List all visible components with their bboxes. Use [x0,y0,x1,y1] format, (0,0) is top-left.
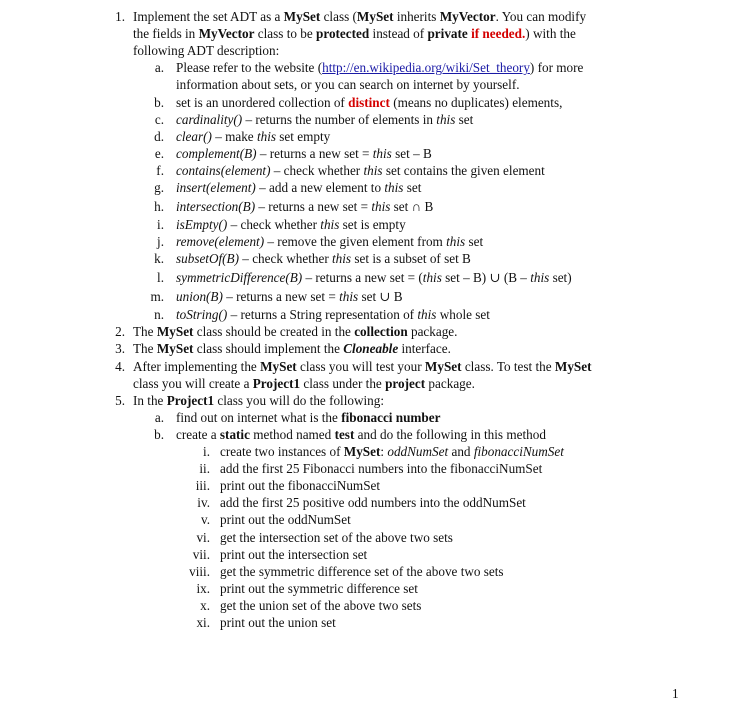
text-run: this [256,128,276,144]
list-marker: b. [154,94,164,110]
list-marker: viii. [189,563,210,579]
list-marker: j. [157,234,164,250]
document-line [220,461,542,477]
text-run: this [422,270,442,285]
text-run: toString() [176,307,228,323]
list-marker: i. [203,444,210,459]
list-marker: d. [154,128,164,144]
text-run: – returns a String representation of [227,307,418,323]
text-run: and do the following in this method [354,426,546,442]
text-run: set [465,234,484,250]
text-run: MyVector [198,26,255,42]
text-run: if needed. [471,26,526,42]
list-marker: g. [154,180,164,195]
document-line [176,234,483,250]
text-run: set is an unordered collection of [176,94,349,110]
document-line [176,95,562,111]
text-run: set – B [391,145,432,161]
text-run: private [427,26,468,42]
text-run: information about sets, or you can search on internet by yourself. [176,77,520,93]
text-run: get the intersection set of the above two sets [220,529,453,545]
document-line [176,163,545,179]
text-run: get the union set of the above two sets [220,597,422,613]
document-line [176,146,432,162]
text-run: distinct [348,94,390,110]
text-run: – returns a new set = [255,198,372,214]
list-marker: n. [154,307,164,323]
text-run: set) [549,270,572,285]
text-run: print out the symmetric difference set [220,580,418,596]
document-line [176,180,421,196]
document-line [133,376,475,392]
text-run: class to be [254,26,316,42]
list-marker: 3. [115,341,125,357]
text-run: set ∩ B [390,198,434,214]
text-run: – returns a new set = [256,145,373,161]
list-marker: iii. [195,478,210,494]
text-run: intersection(B) [176,198,256,214]
list-marker: f. [156,162,164,178]
text-run: the fields in [133,26,199,42]
text-run: insert(element) [176,180,256,195]
list-marker: v. [200,512,210,528]
text-run: find out on internet what is the [176,409,342,425]
text-run: this [363,162,383,178]
document-line [220,615,336,631]
text-run: fibonacci number [341,409,441,425]
document-line [176,289,403,305]
list-marker: 1. [115,9,125,24]
text-run: The [133,324,157,340]
document-line [220,512,351,528]
text-run: ) for more [529,60,584,76]
page-number: 1 [672,686,679,701]
text-run: set [455,111,474,127]
document-line [176,410,440,426]
document-line [220,598,421,614]
text-run: add the first 25 Fibonacci numbers into the fibonacciNumSet [220,461,543,477]
text-run: MySet [156,341,194,357]
text-run: add the first 25 positive odd numbers into the oddNumSet [220,495,526,511]
document-line [133,9,586,25]
text-run: Please refer to the website ( [176,60,323,76]
text-run: MySet [343,444,381,459]
text-run: get the symmetric difference set of the above two sets [220,563,504,579]
list-marker: c. [154,111,164,127]
text-run: this [436,111,456,127]
text-run: union(B) [176,288,223,304]
list-marker: 2. [115,324,125,340]
text-run: MySet [283,9,321,24]
text-run: fibonacciNumSet [473,444,564,459]
text-run: print out the union set [220,615,336,630]
text-run: Project1 [252,375,301,391]
text-run: set [403,180,422,195]
text-run: – check whether [239,251,333,267]
text-run: cardinality() [176,111,243,127]
text-run: class. To test the [461,358,555,374]
text-run: – returns a new set = ( [302,270,423,285]
text-run: (means no duplicates) elements, [389,94,563,110]
text-run: protected [316,26,370,42]
list-marker: k. [154,251,164,267]
document-line [220,581,418,597]
document-line [220,547,367,563]
document-line [133,26,576,42]
document-line [176,427,546,443]
text-run: – returns the number of elements in [242,111,437,127]
text-run: After implementing the [133,358,261,374]
document-line [133,393,384,409]
text-run: Implement the set ADT as a [133,9,284,24]
text-run: instead of [369,26,428,42]
wikipedia-link[interactable]: http://en.wikipedia.org/wiki/Set_theory [322,60,530,76]
text-run: MyVector [439,9,496,24]
document-line [176,60,583,76]
list-marker: ii. [199,461,210,477]
text-run: subsetOf(B) [176,251,239,267]
text-run: test [334,426,355,442]
document-line [133,324,457,340]
text-run: – add a new element to [255,180,385,195]
text-run: symmetricDifference(B) [176,270,303,285]
document-line [176,112,473,128]
text-run: class you will test your [296,358,425,374]
text-run: print out the oddNumSet [220,512,351,528]
document-line [176,199,433,215]
document-line [133,341,451,357]
text-run: MySet [424,358,462,374]
text-run: class should be created in the [193,324,355,340]
document-line [220,495,526,511]
document-line [176,307,490,323]
text-run: set is a subset of set B [351,251,471,267]
text-run: – check whether [227,217,321,233]
text-run: class should implement the [193,341,344,357]
text-run: clear() [176,128,212,144]
text-run: set contains the given element [382,162,545,178]
text-run: set ∪ B [358,288,403,304]
text-run: complement(B) [176,145,257,161]
text-run: class under the [300,375,386,391]
list-marker: m. [150,288,164,304]
text-run: set empty [276,128,331,144]
text-run: ) with the [525,26,576,42]
document-line [176,77,520,93]
text-run: this [372,145,392,161]
text-run: print out the intersection set [220,546,368,562]
document-line [176,251,471,267]
list-marker: h. [154,198,164,214]
document-line [176,270,572,286]
document-line [220,478,380,494]
text-run: this [371,198,391,214]
text-run: In the [133,392,167,408]
text-run: following ADT description: [133,43,280,59]
text-run: interface. [398,341,451,357]
text-run: this [446,234,466,250]
list-marker: iv. [197,495,210,511]
text-run: MySet [156,324,194,340]
text-run: this [332,251,352,267]
text-run: isEmpty() [176,217,228,233]
text-run: remove(element) [176,234,265,250]
text-run: this [417,307,437,323]
text-run: package. [407,324,458,340]
document-line [220,444,564,460]
document-line [133,43,279,59]
text-run: whole set [436,307,490,323]
list-marker: e. [154,145,164,161]
document-line [220,564,504,580]
text-run: Project1 [166,392,215,408]
text-run: class you will create a [133,375,253,391]
text-run: inherits [393,9,440,24]
list-marker: vii. [192,546,210,562]
text-run: package. [425,375,475,391]
text-run: set – B) ∪ (B – [441,270,531,285]
text-run: class ( [320,9,357,24]
text-run: create a [176,426,220,442]
text-run: MySet [260,358,297,374]
list-marker: b. [154,426,164,442]
document-line [176,129,330,145]
text-run: MySet [554,358,592,374]
document-line [176,217,406,233]
list-marker: a. [154,60,164,76]
list-marker: l. [157,270,164,285]
text-run: – check whether [270,162,364,178]
list-marker: ix. [196,580,210,596]
text-run: project [385,375,426,391]
list-marker: i. [157,217,164,233]
text-run: this [530,270,550,285]
text-run: : [380,444,388,459]
text-run: static [219,426,250,442]
text-run: method named [249,426,335,442]
list-marker: x. [200,597,210,613]
text-run: Cloneable [343,341,399,357]
text-run: set is empty [339,217,406,233]
list-marker: vi. [196,529,210,545]
text-run: collection [354,324,408,340]
list-marker: 4. [115,358,125,374]
text-run: MySet [356,9,394,24]
text-run: this [320,217,340,233]
text-run: print out the fibonacciNumSet [220,478,381,494]
text-run: . You can modify [495,9,587,24]
text-run: contains(element) [176,162,271,178]
text-run: this [339,288,359,304]
document-line [220,530,453,546]
text-run: – remove the given element from [264,234,447,250]
text-run: The [133,341,157,357]
text-run: class you will do the following: [214,392,385,408]
list-marker: a. [154,409,164,425]
list-marker: xi. [196,615,210,630]
text-run: and [448,444,474,459]
list-marker: 5. [115,392,125,408]
text-run: – returns a new set = [222,288,340,304]
text-run: oddNumSet [387,444,449,459]
text-run: – make [211,128,257,144]
text-run: create two instances of [220,444,344,459]
text-run: this [384,180,404,195]
document-line [133,359,592,375]
